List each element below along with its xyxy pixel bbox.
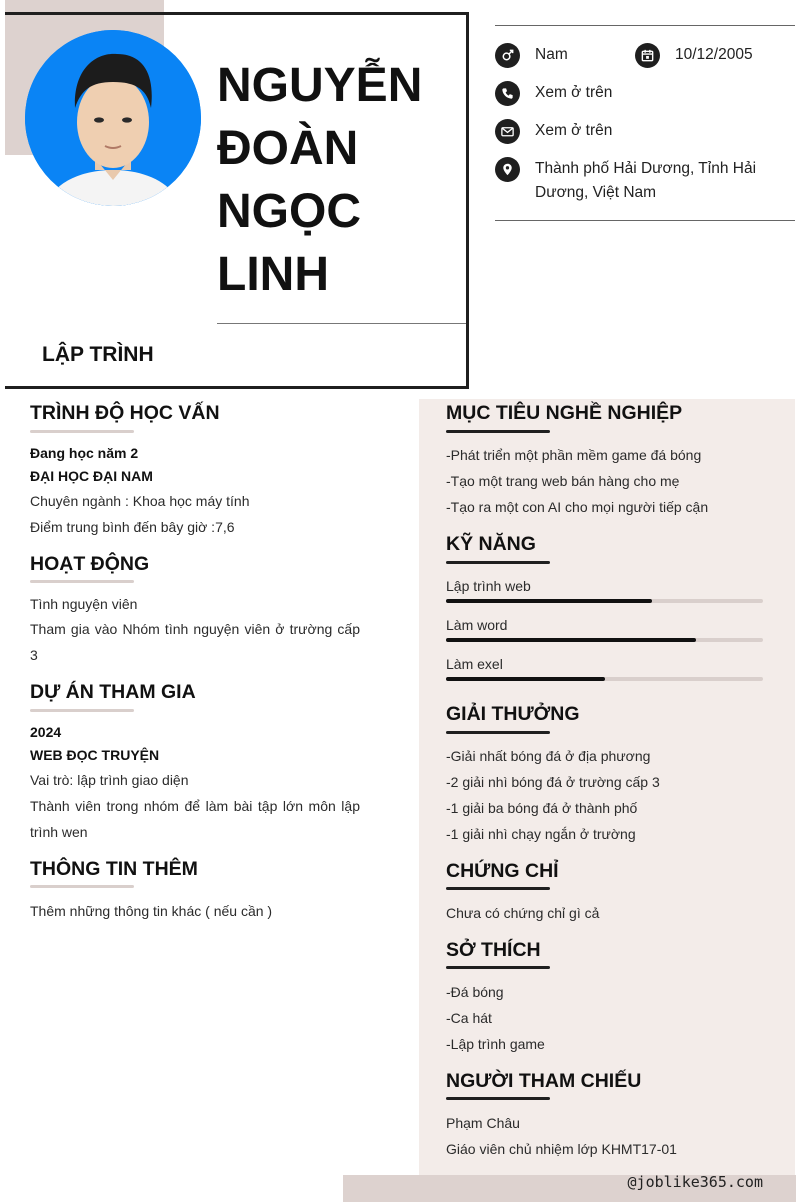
certificates-text: Chưa có chứng chỉ gì cả	[446, 905, 600, 921]
skill-bar-fill	[446, 599, 652, 603]
objective-item: -Tạo một trang web bán hàng cho mẹ	[446, 473, 680, 489]
name-line: NGUYỄN	[217, 59, 423, 112]
gender-value: Nam	[535, 46, 568, 63]
envelope-icon	[495, 119, 520, 144]
birthday-value: 10/12/2005	[675, 46, 753, 63]
skills-title: KỸ NĂNG	[446, 533, 536, 555]
full-name	[217, 54, 457, 306]
activities-title-underline	[30, 580, 134, 583]
education-gpa: Điểm trung bình đến bây giờ :7,6	[30, 519, 235, 535]
objective-title: MỤC TIÊU NGHỀ NGHIỆP	[446, 402, 683, 424]
extra-info-text: Thêm những thông tin khác ( nếu cần )	[30, 903, 273, 919]
hobby-item: -Ca hát	[446, 1010, 492, 1026]
birthday-row	[635, 43, 753, 68]
hobbies-title: SỞ THÍCH	[446, 939, 541, 961]
award-item: -1 giải ba bóng đá ở thành phố	[446, 800, 638, 816]
watermark: @joblike365.com	[627, 1173, 763, 1191]
activity-role: Tình nguyện viên	[30, 596, 138, 612]
certificates-title: CHỨNG CHỈ	[446, 860, 559, 882]
name-line: LINH	[217, 248, 329, 301]
project-role: Vai trò: lập trình giao diện	[30, 772, 189, 788]
profile-photo	[25, 30, 201, 206]
project-description: Thành viên trong nhóm để làm bài tập lớn môn lập trình wen	[30, 798, 360, 840]
education-school: ĐẠI HỌC ĐẠI NAM	[30, 468, 153, 484]
activity-description: Tham gia vào Nhóm tình nguyện viên ở trường cấp 3	[30, 621, 360, 663]
calendar-icon	[635, 43, 660, 68]
name-divider	[217, 323, 466, 324]
skill-label: Làm exel	[446, 656, 503, 672]
extra-info-title-underline	[30, 885, 134, 888]
award-item: -Giải nhất bóng đá ở địa phương	[446, 748, 651, 764]
objective-item: -Tạo ra một con AI cho mọi người tiếp cận	[446, 499, 709, 515]
skill-label: Làm word	[446, 617, 508, 633]
objective-item: -Phát triển một phần mềm game đá bóng	[446, 447, 702, 463]
education-title-underline	[30, 430, 134, 433]
extra-info-title: THÔNG TIN THÊM	[30, 858, 198, 880]
skill-bar-track	[446, 638, 763, 642]
reference-position: Giáo viên chủ nhiệm lớp KHMT17-01	[446, 1141, 677, 1157]
email-value: Xem ở trên	[535, 122, 613, 139]
contact-info	[495, 25, 795, 221]
address-row	[495, 157, 785, 205]
skill-bar-fill	[446, 677, 605, 681]
projects-title: DỰ ÁN THAM GIA	[30, 681, 196, 703]
objective-title-underline	[446, 430, 550, 433]
job-title: LẬP TRÌNH	[42, 343, 154, 366]
phone-row	[495, 81, 612, 106]
project-year: 2024	[30, 724, 62, 740]
education-status: Đang học năm 2	[30, 445, 139, 461]
phone-value: Xem ở trên	[535, 84, 613, 101]
skill-bar-track	[446, 677, 763, 681]
person-photo-icon	[25, 30, 201, 206]
name-line: NGỌC	[217, 185, 361, 238]
activities-title: HOẠT ĐỘNG	[30, 553, 150, 575]
awards-title: GIẢI THƯỞNG	[446, 703, 580, 725]
awards-title-underline	[446, 731, 550, 734]
education-major: Chuyên ngành : Khoa học máy tính	[30, 493, 250, 509]
address-value: Thành phố Hải Dương, Tỉnh Hải Dương, Việt Nam	[535, 160, 757, 201]
gender-row	[495, 43, 568, 68]
email-row	[495, 119, 612, 144]
reference-name: Phạm Châu	[446, 1115, 520, 1131]
hobby-item: -Lập trình game	[446, 1036, 545, 1052]
references-title: NGƯỜI THAM CHIẾU	[446, 1070, 642, 1092]
hobby-item: -Đá bóng	[446, 984, 504, 1000]
project-name: WEB ĐỌC TRUYỆN	[30, 747, 160, 763]
skill-bar-fill	[446, 638, 696, 642]
gender-icon	[495, 43, 520, 68]
skills-title-underline	[446, 561, 550, 564]
award-item: -2 giải nhì bóng đá ở trường cấp 3	[446, 774, 660, 790]
phone-icon	[495, 81, 520, 106]
certificates-title-underline	[446, 887, 550, 890]
projects-title-underline	[30, 709, 134, 712]
award-item: -1 giải nhì chạy ngắn ở trường	[446, 826, 636, 842]
location-pin-icon	[495, 157, 520, 182]
name-line: ĐOÀN	[217, 122, 359, 175]
skill-label: Lập trình web	[446, 578, 531, 594]
skill-bar-track	[446, 599, 763, 603]
education-title: TRÌNH ĐỘ HỌC VẤN	[30, 402, 220, 424]
hobbies-title-underline	[446, 966, 550, 969]
references-title-underline	[446, 1097, 550, 1100]
